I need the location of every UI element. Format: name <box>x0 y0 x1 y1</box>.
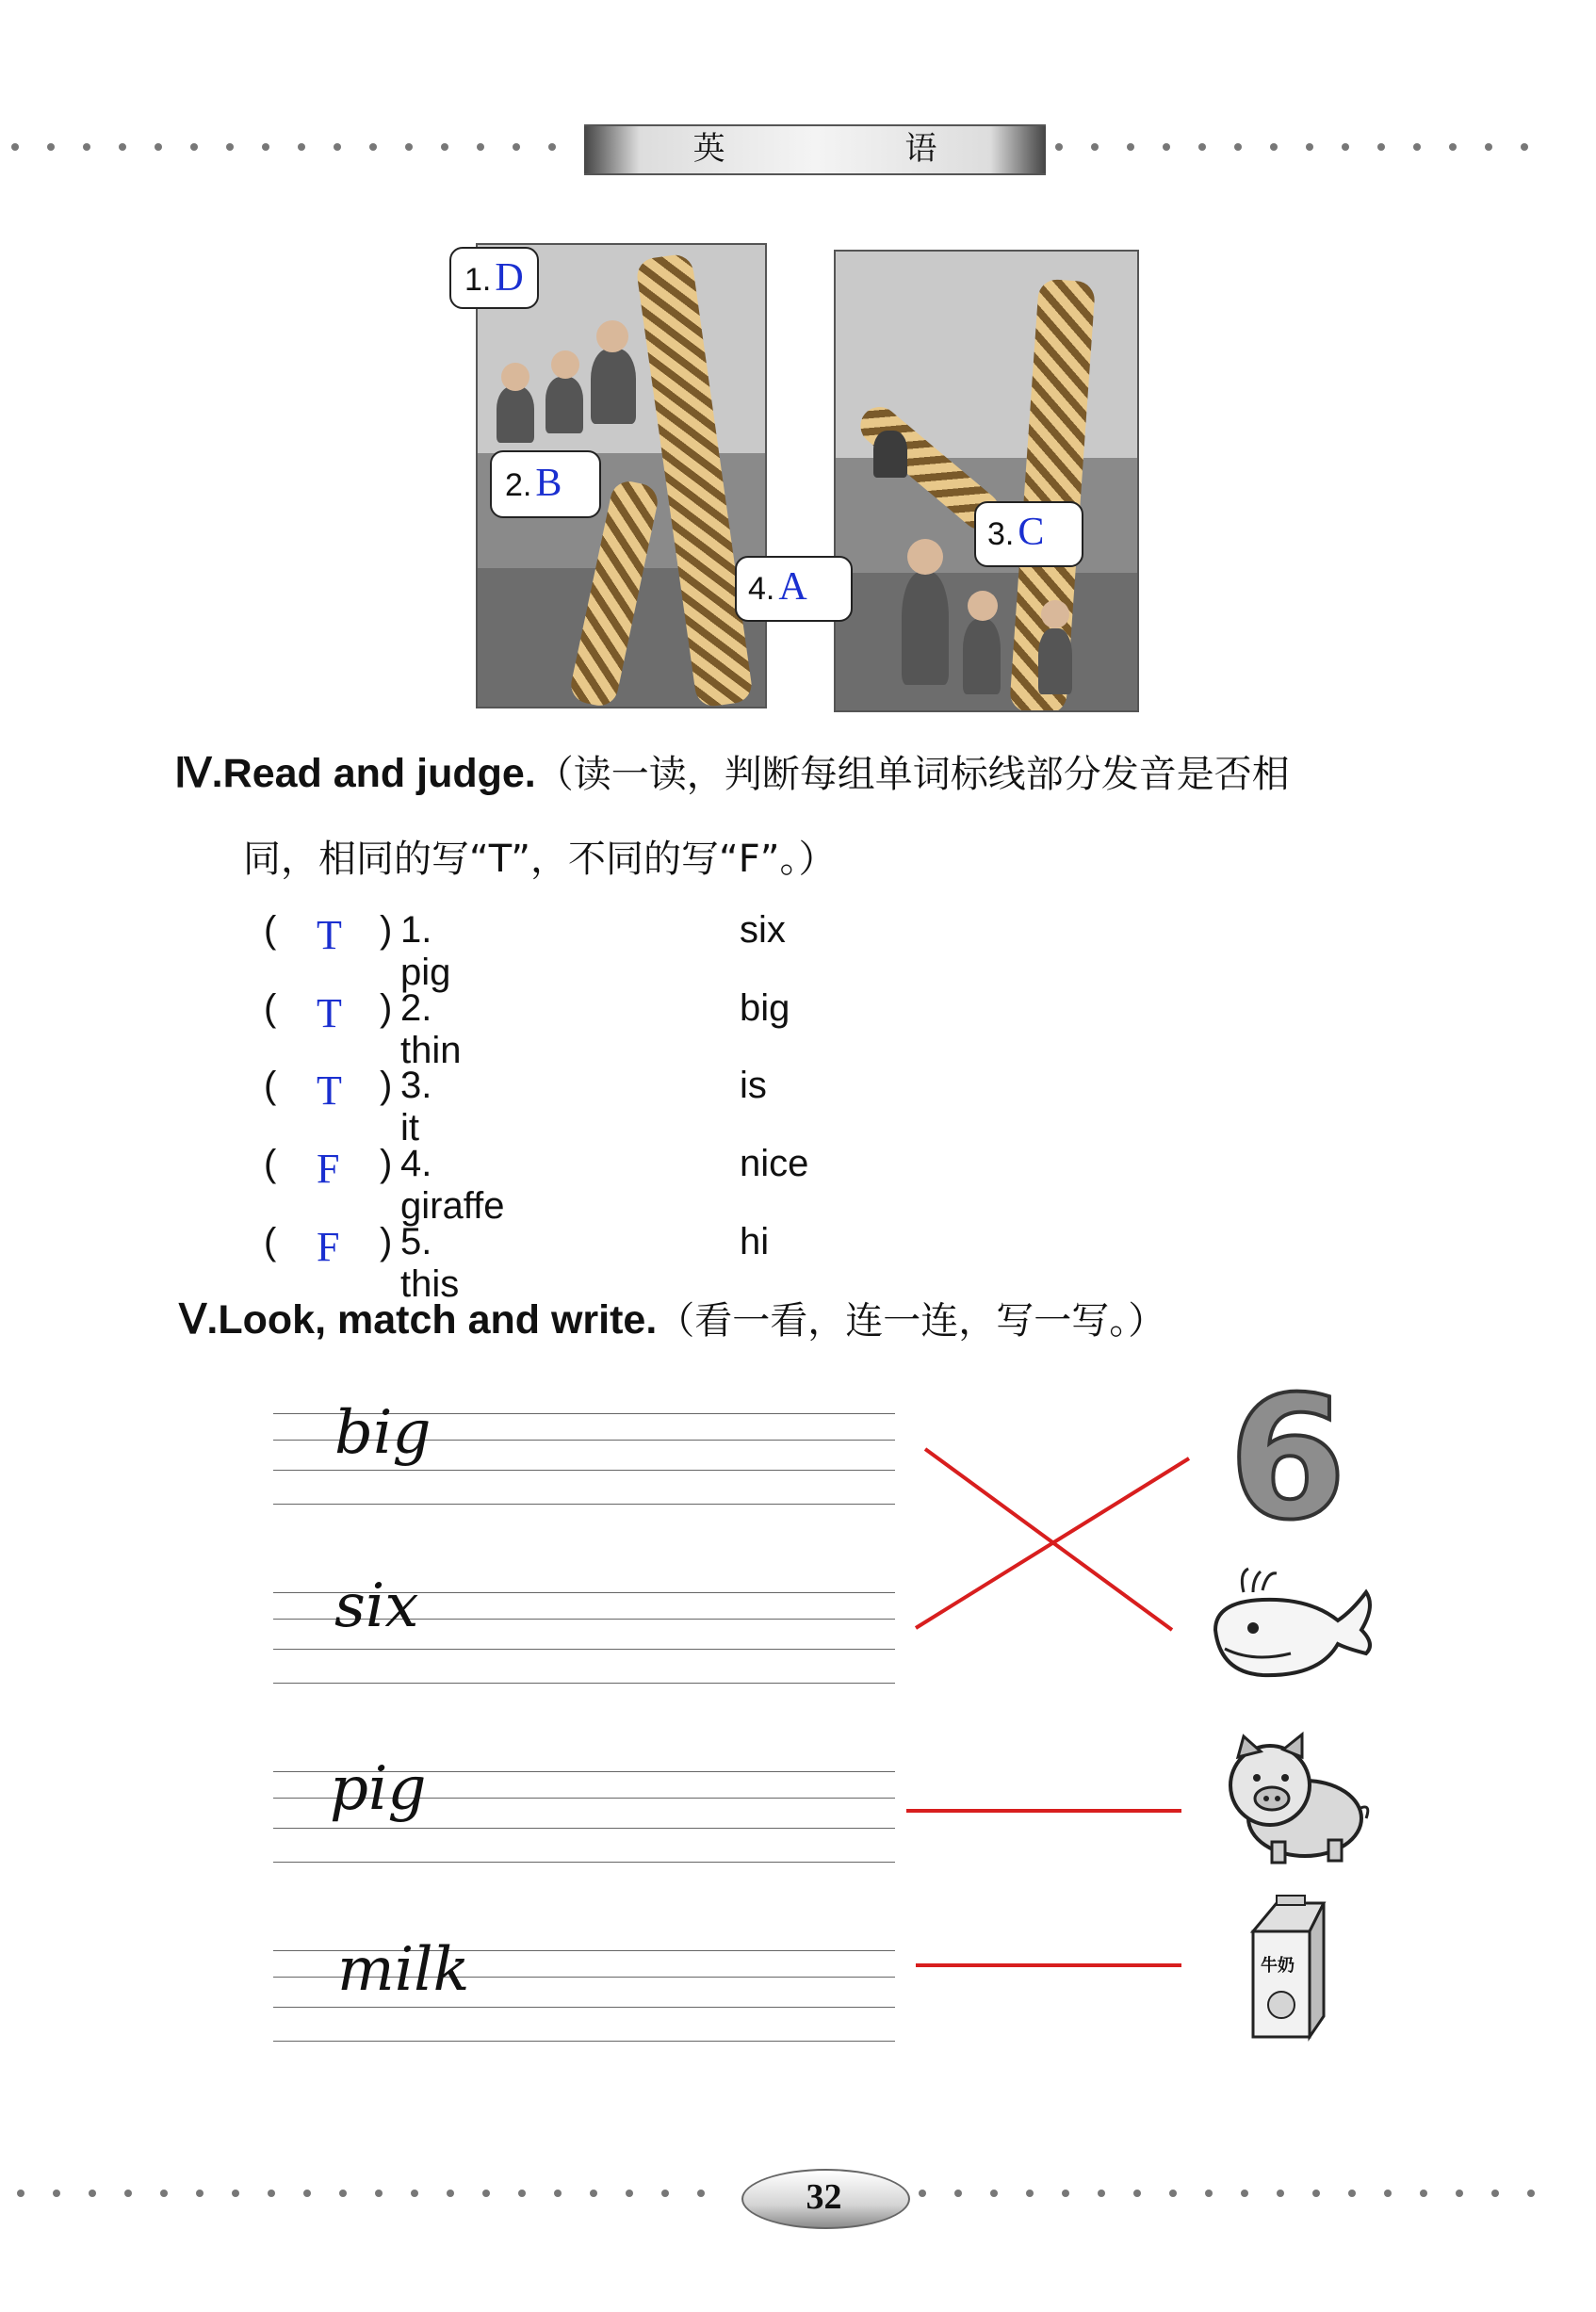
bubble-answer: B <box>535 462 562 505</box>
judge-word-2: hi <box>740 1221 770 1262</box>
section-4-instruction-cont: 同，相同的写“T”，不同的写“F”。） <box>243 838 837 881</box>
judge-word-1: 5. this <box>400 1221 460 1305</box>
judge-word-1: 1. pig <box>400 909 451 993</box>
bubble-number: 3. <box>987 516 1015 552</box>
written-word: six <box>334 1571 419 1641</box>
section-4-numeral: Ⅳ. <box>174 751 223 796</box>
match-line <box>916 1458 1189 1628</box>
judge-answer[interactable]: T <box>317 912 342 958</box>
bubble-answer: D <box>495 256 524 300</box>
section-4-instruction: （读一读，判断每组单词标线部分发音是否相 <box>535 753 1290 796</box>
judge-word-1: 4. giraffe <box>400 1143 505 1227</box>
footer-dots-right <box>919 2188 1535 2199</box>
section-5-numeral: Ⅴ. <box>179 1297 219 1343</box>
written-word: pig <box>330 1754 427 1824</box>
whale-icon[interactable] <box>1197 1564 1385 1696</box>
written-word: big <box>334 1398 432 1468</box>
judge-word-1: 2. thin <box>400 987 462 1071</box>
page-subject-title: 英 语 <box>692 130 1022 168</box>
bubble-answer: A <box>778 565 807 609</box>
paren-close: ) <box>380 1065 393 1106</box>
paren-open: ( <box>264 987 277 1029</box>
section-5-title: Look, match and write. <box>218 1297 658 1343</box>
footer-dots-left <box>17 2188 705 2199</box>
judge-word-2: nice <box>740 1143 809 1184</box>
paren-close: ) <box>380 1143 393 1184</box>
bubble-answer: C <box>1018 511 1045 554</box>
paren-open: ( <box>264 909 277 951</box>
svg-text:6: 6 <box>1229 1376 1347 1531</box>
paren-close: ) <box>380 987 393 1029</box>
judge-answer[interactable]: T <box>317 990 342 1036</box>
judge-answer[interactable]: F <box>317 1224 340 1270</box>
paren-close: ) <box>380 909 393 951</box>
bubble-number: 2. <box>505 467 532 503</box>
milk-carton-icon[interactable] <box>1234 1894 1338 2044</box>
match-line <box>925 1449 1172 1630</box>
paren-open: ( <box>264 1143 277 1184</box>
six-number-icon[interactable] <box>1215 1376 1357 1531</box>
milk-label: 牛奶 <box>1261 1956 1295 1976</box>
paren-close: ) <box>380 1221 393 1262</box>
pig-icon[interactable] <box>1215 1729 1376 1870</box>
paren-open: ( <box>264 1065 277 1106</box>
section-5-instruction: （看一看，连一连，写一写。） <box>657 1299 1166 1343</box>
judge-word-2: big <box>740 987 790 1029</box>
bubble-number: 4. <box>748 571 775 607</box>
written-word: milk <box>337 1935 470 2005</box>
page-number: 32 <box>806 2177 842 2217</box>
judge-word-1: 3. it <box>400 1065 432 1148</box>
judge-word-2: six <box>740 909 786 951</box>
paren-open: ( <box>264 1221 277 1262</box>
judge-answer[interactable]: F <box>317 1146 340 1192</box>
judge-answer[interactable]: T <box>317 1067 342 1114</box>
judge-word-2: is <box>740 1065 767 1106</box>
bubble-number: 1. <box>464 262 492 298</box>
section-4-title: Read and judge. <box>222 751 536 796</box>
